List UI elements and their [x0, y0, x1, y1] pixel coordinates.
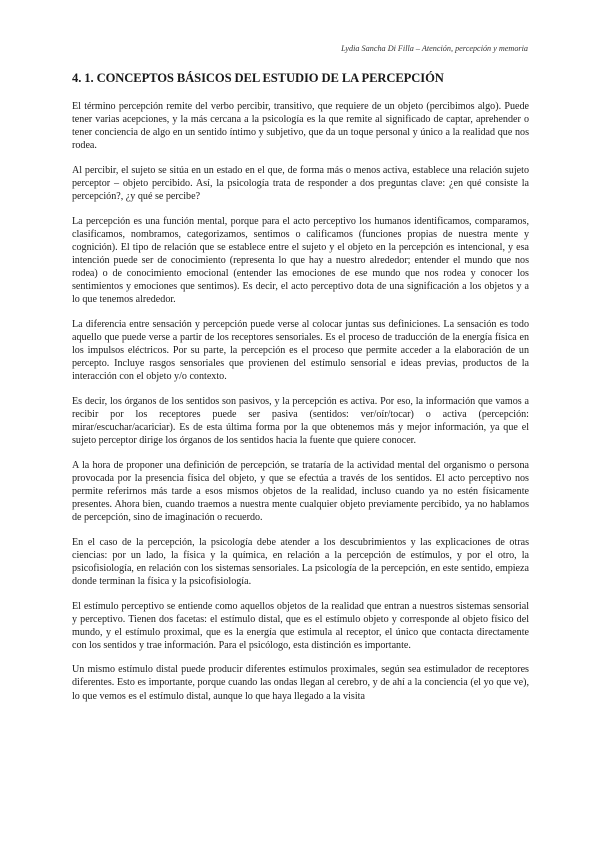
section-title: 4. 1. CONCEPTOS BÁSICOS DEL ESTUDIO DE LA PERCEPCIÓN: [72, 71, 444, 85]
paragraph: Es decir, los órganos de los sentidos son pasivos, y la percepción es activa. Por eso, la información que vamos a recibir por los receptores puede ser pasiva (sentidos: ver/oír/tocar) o activa (percepción: mirar/escuchar/acariciar). Es de esta última forma por la que obtenemos más y mejor información, ya que el sujeto perceptor dirige los órganos de los sentidos hacia la fuente que quiere conocer.: [72, 395, 529, 447]
page-body: [72, 70, 529, 714]
paragraph: El término percepción remite del verbo percibir, transitivo, que requiere de un objeto (percibimos algo). Puede tener varias acepciones, y la más cercana a la psicología es la que remite al significado de captar, aprehender o tener conciencia de algo en un sentido íntimo y subjetivo, que da un toque personal y único a la realidad que nos rodea.: [72, 101, 529, 152]
paragraph: La percepción es una función mental, porque para el acto perceptivo los humanos identificamos, comparamos, clasificamos, nombramos, categorizamos, sentimos o calificamos (funciones propias de nuestra mente y cognición). El tipo de relación que se establece entre el sujeto y el objeto en la percepción es intencional, y esa intención puede ser de conocimiento (representa lo que hay a nuestro alrededor; entender el mundo que nos rodea) o de conocimiento emocional (entender las emociones de ese mundo que nos rodea y conocer los sentimientos y emociones que sentimos). Es decir, el acto perceptivo dota de una significación a los objetos y a lo que tenemos alrededor.: [72, 215, 529, 306]
paragraph: Al percibir, el sujeto se sitúa en un estado en el que, de forma más o menos activa, establece una relación sujeto perceptor – objeto percibido. Así, la psicología trata de responder a dos preguntas clave: ¿en qué consiste la percepción?, ¿y qué se percibe?: [72, 164, 529, 203]
paragraph: A la hora de proponer una definición de percepción, se trataría de la actividad mental del organismo o persona provocada por la presencia física del objeto, y que se efectúa a través de los sentidos. El acto perceptivo nos permite referirnos más tarde a esos mismos objetos de la realidad, incluso cuando ya no estén físicamente presentes. Ahora bien, cuando traemos a nuestra mente cualquier objeto previamente percibido, ya no hablamos de percepción, sino de imaginación o recuerdo.: [72, 459, 529, 524]
running-header: Lydia Sancha Di Filla – Atención, percepción y memoria: [341, 44, 528, 53]
paragraph: Un mismo estímulo distal puede producir diferentes estímulos proximales, según sea estimulador de receptores diferentes. Esto es importante, porque cuando las ondas llegan al cerebro, y de ahí a la conciencia (el yo que ve), lo que vemos es el estímulo distal, aunque lo que haya llegado a la visita: [72, 664, 529, 702]
paragraph: La diferencia entre sensación y percepción puede verse al colocar juntas sus definiciones. La sensación es todo aquello que puede verse a partir de los receptores sensoriales. Es el proceso de traducción de la energía física en los impulsos eléctricos. Por su parte, la percepción es el proceso que permite acceder a la elaboración de un percepto. Incluye rasgos sensoriales que provienen del estímulo sensorial e ideas previas, productos de la interacción con el objeto y/o contexto.: [72, 318, 529, 383]
paragraph: El estímulo perceptivo se entiende como aquellos objetos de la realidad que entran a nuestros sistemas sensorial y perceptivo. Tienen dos facetas: el estímulo distal, que es el estímulo objeto y corresponde al objeto físico del mundo, y el estímulo proximal, que es la energía que estimula al receptor, el único que contacta directamente con los sentidos y trae información. Para el psicólogo, esta distinción es importante.: [72, 600, 529, 651]
paragraph: En el caso de la percepción, la psicología debe atender a los descubrimientos y las explicaciones de otras ciencias: por un lado, la física y la química, en relación a la percepción de estímulos, y por el otro, la psicofisiología, en relación con los sistemas sensoriales. La psicología de la percepción, en este sentido, empieza donde terminan la física y la psicofisiología.: [72, 536, 529, 587]
